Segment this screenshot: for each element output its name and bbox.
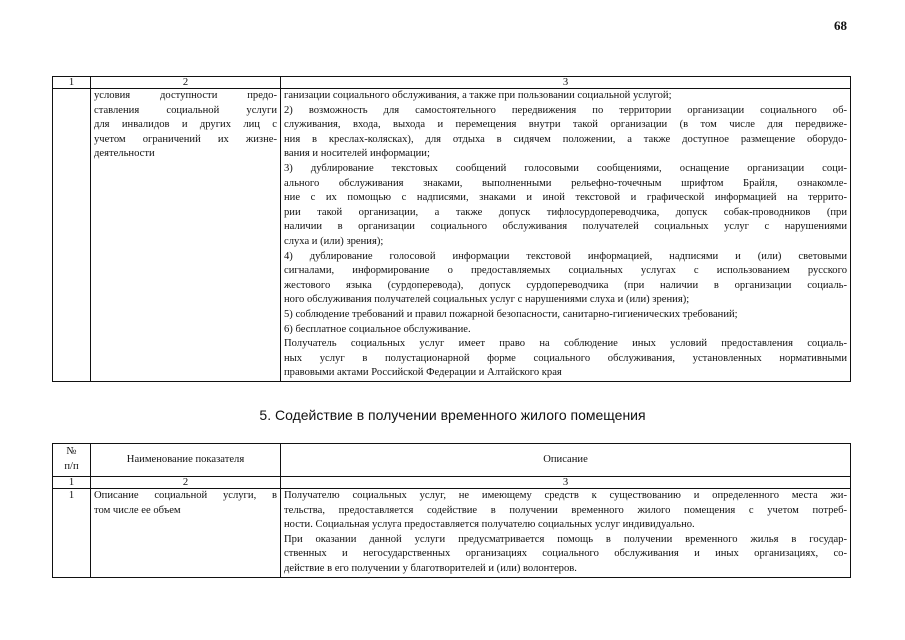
header-row	[53, 444, 851, 477]
text-line: ния в креслах-колясках), для отдыха в сидячем положении, а также доступное размещение оборудо-	[284, 133, 847, 145]
column-number-row	[53, 477, 851, 489]
text-line: для инвалидов и других лиц с	[94, 119, 277, 131]
description-cell	[281, 89, 851, 382]
bottom-table	[52, 443, 851, 578]
text-line: 6) бесплатное социальное обслуживание.	[284, 323, 471, 335]
text-line: ственных и негосударственных организациях социального обслуживания и иных организациях, со-	[284, 548, 847, 560]
text-line: служивания, входа, выхода и перемещения внутри такой организации (в том числе для передвиже-	[284, 119, 847, 131]
text-line: вания и носителей информации;	[284, 148, 430, 160]
text-line: действие в его получении у благотворителей и (или) волонтеров.	[284, 562, 577, 574]
column-number: 2	[91, 477, 281, 489]
section-title: 5. Содействие в получении временного жилого помещения	[259, 407, 646, 423]
text-line: наличии в организации социального обслуживания получателей социальных услуг с нарушениями	[284, 221, 847, 233]
text-line: ние с их помощью с надписями, знаками и иной текстовой и графической информацией на террито-	[284, 192, 847, 204]
text-line: 4) дублирование голосовой информации текстовой информацией, надписями и (или) световыми	[284, 250, 847, 262]
text-line: Описание социальной услуги, в	[94, 490, 277, 501]
column-number: 3	[281, 77, 851, 89]
text-line: 2) возможность для самостоятельного передвижения по территории организации социального об-	[284, 104, 847, 116]
text-line: правовыми актами Российской Федерации и Алтайского края	[284, 367, 562, 379]
table-row	[53, 89, 851, 382]
text-line: учетом ограничений их жизне-	[94, 133, 277, 145]
indicator-name-cell	[91, 489, 281, 578]
text-line: ности. Социальная услуга предоставляется получателю социальных услуг индивидуально.	[284, 519, 695, 531]
table-row	[53, 489, 851, 578]
header-number	[53, 444, 91, 477]
text-line: деятельности	[94, 148, 155, 160]
text-line: При оказании данной услуги предусматривается помощь в получении временного жилья в государ-	[284, 533, 847, 545]
text-line: том числе ее объем	[94, 504, 181, 516]
text-line: жестового языка (сурдоперевода), допуск сурдопереводчика (при наличии в организации социаль-	[284, 279, 847, 291]
column-number-row	[53, 77, 851, 89]
header-name: Наименование показателя	[91, 444, 281, 477]
text-line: слуха и (или) зрения);	[284, 235, 384, 247]
top-table	[52, 76, 851, 382]
header-description: Описание	[281, 444, 851, 477]
description-cell	[281, 489, 851, 578]
row-number-cell	[53, 89, 91, 382]
text-line: ального обслуживания знаками, выполненными рельефно-точечным шрифтом Брайля, ознакомле-	[284, 177, 847, 189]
indicator-name-cell	[91, 89, 281, 382]
text-line: рии такой организации, а также допуск тифлосурдопереводчика, допуск собак-проводников (при	[284, 206, 847, 218]
text-line: Получатель социальных услуг имеет право на соблюдение иных условий предоставления социаль-	[284, 338, 847, 350]
header-number-line: п/п	[64, 461, 79, 472]
text-line: ганизации социального обслуживания, а также при пользовании социальной услугой;	[284, 90, 672, 101]
column-number: 1	[53, 77, 91, 89]
column-number: 2	[91, 77, 281, 89]
header-number-line: №	[66, 446, 77, 458]
text-line: условия доступности предо-	[94, 90, 277, 101]
text-line: 3) дублирование текстовых сообщений голосовыми сообщениями, оснащение организации соци-	[284, 162, 847, 174]
page-number: 68	[834, 18, 847, 33]
text-line: ставления социальной услуги	[94, 104, 277, 116]
text-line: сигналами, информирование о предоставляемых социальных услугах с использованием русского	[284, 265, 847, 277]
row-number-cell: 1	[53, 489, 91, 578]
text-line: ных услуг в полустационарной форме социального обслуживания, установленных нормативными	[284, 352, 847, 364]
text-line: тельства, предоставляется содействие в получении временного жилого помещения с учетом потреб-	[284, 504, 847, 516]
column-number: 1	[53, 477, 91, 489]
text-line: 5) соблюдение требований и правил пожарной безопасности, санитарно-гигиенических требований;	[284, 308, 738, 320]
text-line: Получателю социальных услуг, не имеющему средств к существованию и определенного места жи-	[284, 490, 847, 501]
text-line: ного обслуживания получателей социальных услуг с нарушениями слуха и (или) зрения);	[284, 294, 690, 306]
column-number: 3	[281, 477, 851, 489]
